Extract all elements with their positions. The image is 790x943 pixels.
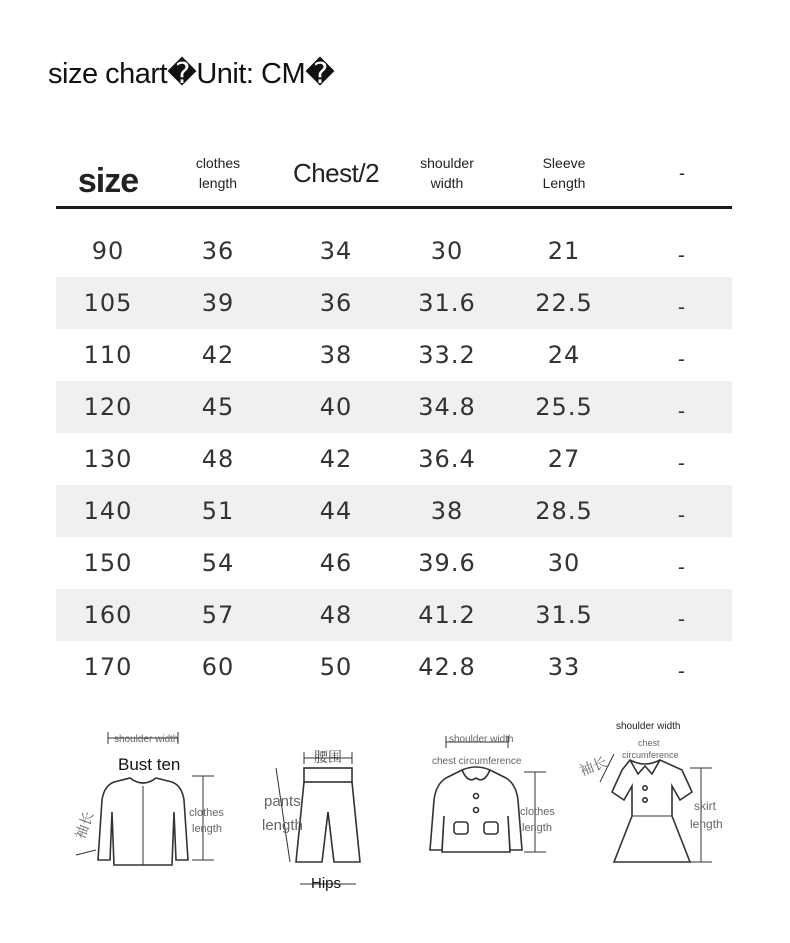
cell-size: 150 bbox=[83, 549, 133, 577]
jacket-bust-label: Bust ten bbox=[118, 755, 181, 774]
cell-clothes-length: 42 bbox=[201, 341, 235, 369]
cell-sleeve-length: 21 bbox=[547, 237, 581, 265]
jacket-labels bbox=[72, 734, 225, 841]
jacket-shoulder-label: shoulder width bbox=[114, 734, 179, 745]
cell-extra: - bbox=[677, 607, 687, 631]
cell-size: 160 bbox=[83, 601, 133, 629]
cell-size: 140 bbox=[83, 497, 133, 525]
dress-skirt-label-1: skirt bbox=[694, 799, 716, 813]
cell-sleeve-length: 27 bbox=[547, 445, 581, 473]
header-chest: Chest/2 bbox=[292, 157, 380, 188]
pants-length-label-1: pants bbox=[264, 793, 301, 810]
cell-clothes-length: 60 bbox=[201, 653, 235, 681]
cell-clothes-length: 51 bbox=[201, 497, 235, 525]
cell-sleeve-length: 22.5 bbox=[535, 289, 593, 317]
pants-labels bbox=[262, 749, 342, 892]
cell-shoulder-width: 34.8 bbox=[418, 393, 476, 421]
table-body bbox=[56, 225, 732, 693]
cell-sleeve-length: 33 bbox=[547, 653, 581, 681]
coat-shoulder-label: shoulder width bbox=[449, 734, 514, 745]
dress-chest-label-2: circumference bbox=[622, 750, 679, 760]
coat-chest-label: chest circumference bbox=[432, 756, 522, 767]
cell-sleeve-length: 24 bbox=[547, 341, 581, 369]
chart-title: size chart�Unit: CM� bbox=[48, 58, 335, 90]
cell-sleeve-length: 25.5 bbox=[535, 393, 593, 421]
cell-clothes-length: 45 bbox=[201, 393, 235, 421]
header-shoulder-width: shoulder width bbox=[420, 155, 474, 191]
dress-chest-label-1: chest bbox=[638, 738, 660, 748]
jacket-length-label-2: length bbox=[192, 823, 222, 835]
cell-clothes-length: 36 bbox=[201, 237, 235, 265]
cell-extra: - bbox=[677, 243, 687, 267]
header-size: size bbox=[77, 161, 139, 200]
dress-sleeve-label: 袖长 bbox=[577, 753, 610, 779]
jacket-sleeve-label: 袖长 bbox=[71, 809, 97, 842]
cell-chest: 48 bbox=[319, 601, 353, 629]
cell-clothes-length: 54 bbox=[201, 549, 235, 577]
cell-extra: - bbox=[677, 659, 687, 683]
table-row bbox=[56, 225, 732, 277]
table-header bbox=[56, 140, 732, 209]
coat-length-label-2: length bbox=[522, 822, 552, 834]
cell-shoulder-width: 41.2 bbox=[418, 601, 476, 629]
cell-sleeve-length: 31.5 bbox=[535, 601, 593, 629]
cell-size: 130 bbox=[83, 445, 133, 473]
cell-shoulder-width: 36.4 bbox=[418, 445, 476, 473]
cell-extra: - bbox=[677, 451, 687, 475]
cell-shoulder-width: 38 bbox=[430, 497, 464, 525]
cell-clothes-length: 39 bbox=[201, 289, 235, 317]
jacket-diagram bbox=[76, 732, 214, 865]
table-row bbox=[56, 485, 732, 537]
cell-size: 170 bbox=[83, 653, 133, 681]
cell-chest: 50 bbox=[319, 653, 353, 681]
pants-length-label-2: length bbox=[262, 817, 303, 834]
header-extra: - bbox=[679, 163, 685, 183]
cell-chest: 38 bbox=[319, 341, 353, 369]
cell-size: 110 bbox=[83, 341, 133, 369]
measurement-diagrams bbox=[0, 700, 790, 940]
cell-extra: - bbox=[677, 347, 687, 371]
header-sleeve-length: Sleeve Length bbox=[542, 155, 586, 191]
dress-shoulder-label: shoulder width bbox=[616, 721, 681, 732]
table-row bbox=[56, 641, 732, 693]
coat-length-label-1: clothes bbox=[520, 806, 555, 818]
table-row bbox=[56, 433, 732, 485]
cell-extra: - bbox=[677, 399, 687, 423]
table-row bbox=[56, 329, 732, 381]
cell-extra: - bbox=[677, 555, 687, 579]
dress-skirt-label-2: length bbox=[690, 817, 723, 831]
table-row bbox=[56, 277, 732, 329]
cell-chest: 36 bbox=[319, 289, 353, 317]
cell-size: 105 bbox=[83, 289, 133, 317]
cell-extra: - bbox=[677, 503, 687, 527]
table-row bbox=[56, 589, 732, 641]
table-row bbox=[56, 381, 732, 433]
cell-chest: 40 bbox=[319, 393, 353, 421]
cell-clothes-length: 57 bbox=[201, 601, 235, 629]
cell-size: 90 bbox=[91, 237, 125, 265]
cell-shoulder-width: 31.6 bbox=[418, 289, 476, 317]
coat-diagram bbox=[430, 736, 546, 852]
cell-shoulder-width: 30 bbox=[430, 237, 464, 265]
coat-labels bbox=[432, 734, 555, 834]
header-clothes-length: clothes length bbox=[195, 155, 241, 191]
cell-clothes-length: 48 bbox=[201, 445, 235, 473]
cell-chest: 42 bbox=[319, 445, 353, 473]
pants-waist-label: 腰围 bbox=[314, 749, 342, 765]
jacket-length-label-1: clothes bbox=[189, 807, 224, 819]
cell-chest: 44 bbox=[319, 497, 353, 525]
size-table bbox=[56, 140, 732, 693]
cell-chest: 34 bbox=[319, 237, 353, 265]
table-row bbox=[56, 537, 732, 589]
cell-sleeve-length: 30 bbox=[547, 549, 581, 577]
cell-shoulder-width: 39.6 bbox=[418, 549, 476, 577]
cell-extra: - bbox=[677, 295, 687, 319]
cell-sleeve-length: 28.5 bbox=[535, 497, 593, 525]
cell-shoulder-width: 42.8 bbox=[418, 653, 476, 681]
pants-hips-label: Hips bbox=[311, 875, 342, 892]
cell-shoulder-width: 33.2 bbox=[418, 341, 476, 369]
cell-chest: 46 bbox=[319, 549, 353, 577]
cell-size: 120 bbox=[83, 393, 133, 421]
